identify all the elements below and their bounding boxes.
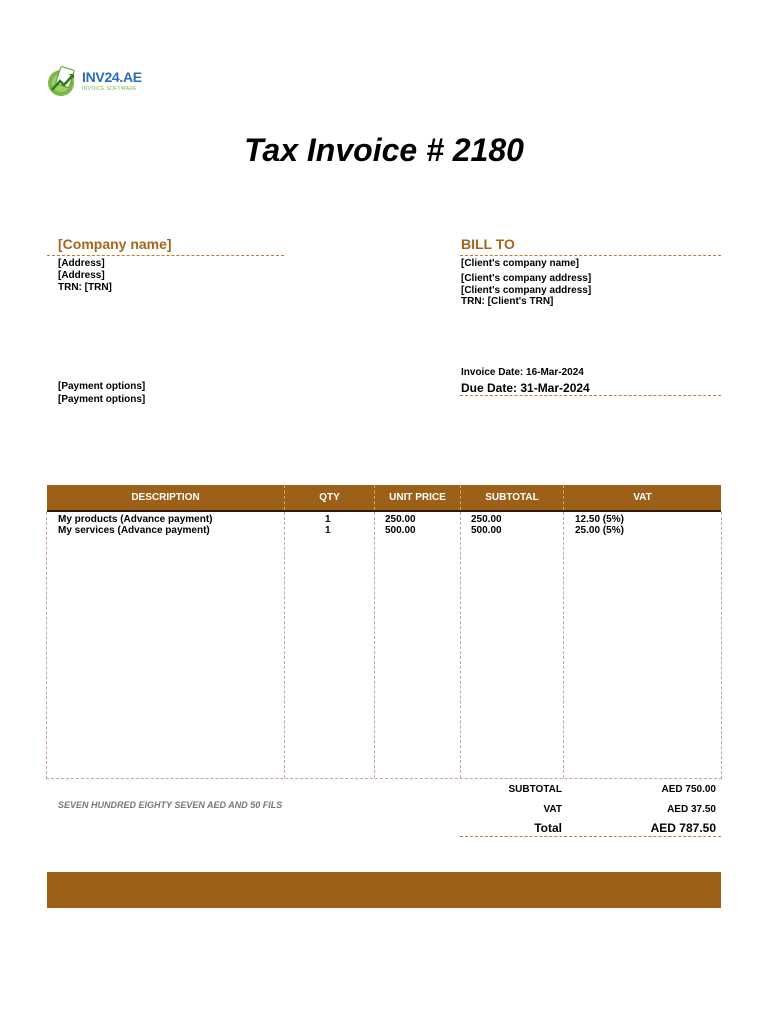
footer-band bbox=[47, 872, 721, 908]
client-address-2: [Client's company address] bbox=[461, 285, 592, 296]
client-address-1: [Client's company address] bbox=[461, 273, 592, 284]
column-divider bbox=[563, 512, 564, 778]
total-value: AED 787.50 bbox=[650, 821, 716, 835]
row-description: My products (Advance payment) bbox=[58, 514, 213, 525]
logo-text: INV24.AE bbox=[82, 69, 142, 85]
total-label: Total bbox=[534, 821, 562, 835]
payment-option-1: [Payment options] bbox=[58, 381, 146, 392]
row-vat: 25.00 (5%) bbox=[575, 525, 624, 536]
payment-option-2: [Payment options] bbox=[58, 394, 146, 405]
company-name: [Company name] bbox=[58, 236, 172, 252]
company-address-1: [Address] bbox=[58, 258, 105, 269]
logo-icon bbox=[46, 66, 80, 98]
header-subtotal: SUBTOTAL bbox=[460, 485, 563, 510]
bill-to-heading: BILL TO bbox=[461, 236, 515, 252]
row-subtotal: 500.00 bbox=[471, 525, 502, 536]
vat-value: AED 37.50 bbox=[667, 804, 716, 815]
invoice-date: Invoice Date: 16-Mar-2024 bbox=[461, 367, 584, 378]
client-trn: TRN: [Client's TRN] bbox=[461, 296, 554, 307]
header-vat: VAT bbox=[563, 485, 721, 510]
company-trn: TRN: [TRN] bbox=[58, 282, 112, 293]
amount-in-words: SEVEN HUNDRED EIGHTY SEVEN AED AND 50 FILS bbox=[58, 800, 283, 810]
row-subtotal: 250.00 bbox=[471, 514, 502, 525]
header-description: DESCRIPTION bbox=[131, 492, 200, 503]
subtotal-label: SUBTOTAL bbox=[508, 784, 562, 795]
header-qty: QTY bbox=[284, 485, 374, 510]
items-table-header bbox=[47, 485, 721, 512]
client-company-name: [Client's company name] bbox=[461, 258, 579, 269]
company-divider bbox=[47, 255, 284, 256]
bill-to-divider bbox=[460, 255, 721, 256]
vat-label: VAT bbox=[543, 804, 562, 815]
logo-subtitle: INVOICE SOFTWARE bbox=[82, 86, 137, 92]
column-divider bbox=[374, 512, 375, 778]
header-unit-price: UNIT PRICE bbox=[374, 485, 460, 510]
company-logo bbox=[46, 66, 146, 98]
row-unit-price: 250.00 bbox=[385, 514, 416, 525]
invoice-title: Tax Invoice # 2180 bbox=[244, 132, 524, 168]
row-description: My services (Advance payment) bbox=[58, 525, 210, 536]
row-qty: 1 bbox=[325, 514, 331, 525]
column-divider bbox=[460, 512, 461, 778]
items-table-body bbox=[46, 512, 722, 779]
row-vat: 12.50 (5%) bbox=[575, 514, 624, 525]
row-qty: 1 bbox=[325, 525, 331, 536]
company-address-2: [Address] bbox=[58, 270, 105, 281]
total-divider bbox=[460, 836, 721, 837]
column-divider bbox=[284, 512, 285, 778]
subtotal-value: AED 750.00 bbox=[661, 784, 716, 795]
row-unit-price: 500.00 bbox=[385, 525, 416, 536]
due-date-divider bbox=[460, 395, 721, 396]
due-date: Due Date: 31-Mar-2024 bbox=[461, 381, 590, 395]
